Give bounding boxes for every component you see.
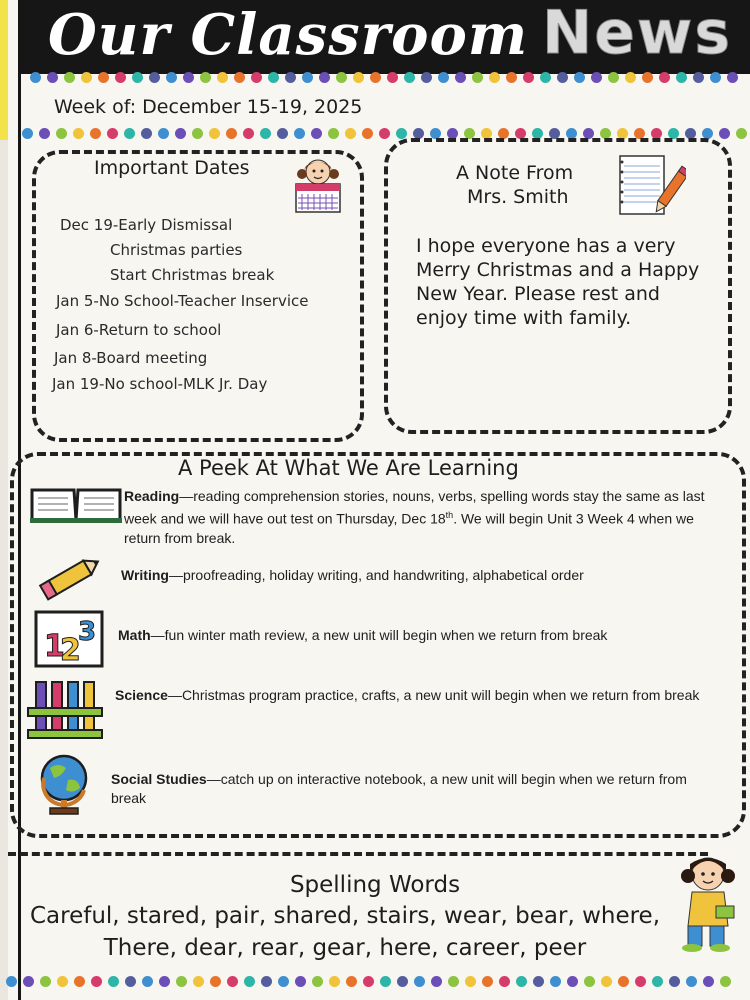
writing-text: proofreading, holiday writing, and handwriting, alphabetical order bbox=[182, 567, 584, 583]
globe-icon bbox=[36, 750, 92, 822]
decorative-dot bbox=[260, 128, 271, 139]
decorative-dot bbox=[404, 72, 415, 83]
reading-label: Reading bbox=[124, 488, 180, 504]
decorative-dot bbox=[584, 976, 595, 987]
decorative-dot bbox=[506, 72, 517, 83]
decorative-dot bbox=[557, 72, 568, 83]
decorative-dot bbox=[720, 976, 731, 987]
math-text: fun winter math review, a new unit will begin when we return from break bbox=[164, 627, 608, 643]
decorative-dot bbox=[387, 72, 398, 83]
social-studies-label: Social Studies bbox=[111, 771, 207, 787]
decorative-dot bbox=[489, 72, 500, 83]
learning-title: A Peek At What We Are Learning bbox=[178, 456, 519, 480]
decorative-dot bbox=[158, 128, 169, 139]
date-line-2: Christmas parties bbox=[110, 241, 243, 259]
decorative-dot bbox=[703, 976, 714, 987]
notepad-pencil-icon bbox=[614, 152, 686, 224]
decorative-dot bbox=[431, 976, 442, 987]
decorative-dot bbox=[686, 976, 697, 987]
decorative-dot bbox=[652, 976, 663, 987]
reading-text-b: . We will begin Unit 3 Week 4 when we return from break. bbox=[124, 510, 694, 546]
girl-with-calendar-icon bbox=[286, 156, 350, 218]
decorative-dot bbox=[472, 72, 483, 83]
science-label: Science bbox=[115, 687, 168, 703]
reading-sup: th bbox=[445, 510, 454, 520]
decorative-dot bbox=[192, 128, 203, 139]
reading-text-a: reading comprehension stories, nouns, verbs, spelling words stay the same as last week and we will have out test on Thursday, Dec 18 bbox=[124, 488, 705, 527]
open-book-icon bbox=[28, 484, 124, 528]
decorative-dot bbox=[166, 72, 177, 83]
decorative-dot bbox=[379, 128, 390, 139]
svg-text:2: 2 bbox=[60, 633, 81, 668]
header-banner bbox=[18, 0, 750, 74]
decorative-dot bbox=[294, 128, 305, 139]
decorative-dot bbox=[523, 72, 534, 83]
reading-item: Reading—reading comprehension stories, nouns, verbs, spelling words stay the same as last week and we will have out test on Thursday, Dec 18th. We will begin Unit 3 Week 4 when we return from break. bbox=[124, 488, 705, 546]
decorative-dot bbox=[669, 976, 680, 987]
decorative-dot bbox=[465, 976, 476, 987]
decorative-dot bbox=[261, 976, 272, 987]
decorative-dot bbox=[124, 128, 135, 139]
decorative-dot bbox=[40, 976, 51, 987]
decorative-dot bbox=[676, 72, 687, 83]
week-of-label: Week of: December 15-19, 2025 bbox=[54, 96, 363, 118]
decorative-dot bbox=[209, 128, 220, 139]
decorative-dot bbox=[438, 72, 449, 83]
decorative-dot bbox=[217, 72, 228, 83]
decorative-dot bbox=[141, 128, 152, 139]
date-line-6: Jan 8-Board meeting bbox=[54, 349, 208, 367]
decorative-dot bbox=[550, 976, 561, 987]
svg-text:1: 1 bbox=[44, 629, 65, 664]
decorative-dot bbox=[251, 72, 262, 83]
decorative-dot bbox=[57, 976, 68, 987]
decorative-dot bbox=[234, 72, 245, 83]
decorative-dot bbox=[39, 128, 50, 139]
social-studies-item: Social Studies—catch up on interactive notebook, a new unit will begin when we return from break bbox=[111, 771, 687, 806]
decorative-dot bbox=[22, 128, 33, 139]
decorative-dot bbox=[47, 72, 58, 83]
decorative-dot bbox=[115, 72, 126, 83]
date-line-4: Jan 5-No School-Teacher Inservice bbox=[56, 292, 309, 310]
decorative-dot bbox=[125, 976, 136, 987]
writing-label: Writing bbox=[121, 567, 169, 583]
math-label: Math bbox=[118, 627, 151, 643]
svg-text:3: 3 bbox=[78, 617, 97, 647]
decorative-dot bbox=[363, 976, 374, 987]
spelling-words-line-1: Careful, stared, pair, shared, stairs, wear, bear, where, bbox=[29, 903, 661, 929]
pencil-icon bbox=[38, 552, 104, 606]
note-title-line-2: Mrs. Smith bbox=[467, 186, 569, 208]
decorative-dot bbox=[226, 128, 237, 139]
decorative-dot bbox=[329, 976, 340, 987]
decorative-dot bbox=[455, 72, 466, 83]
decorative-dot bbox=[533, 976, 544, 987]
decorative-dot bbox=[30, 72, 41, 83]
decorative-dot bbox=[659, 72, 670, 83]
decorative-dot bbox=[91, 976, 102, 987]
decorative-dot bbox=[295, 976, 306, 987]
decorative-dot bbox=[336, 72, 347, 83]
decorative-dot bbox=[176, 976, 187, 987]
decorative-dot bbox=[311, 128, 322, 139]
decorative-dot bbox=[516, 976, 527, 987]
decorative-dot bbox=[149, 72, 160, 83]
decorative-dot bbox=[244, 976, 255, 987]
decorative-dot bbox=[346, 976, 357, 987]
test-tubes-icon bbox=[26, 678, 104, 748]
decorative-dot bbox=[448, 976, 459, 987]
decorative-dot bbox=[200, 72, 211, 83]
decorative-dot bbox=[142, 976, 153, 987]
decorative-dot bbox=[727, 72, 738, 83]
decorative-dot bbox=[183, 72, 194, 83]
decorative-dot bbox=[353, 72, 364, 83]
banner-title-script: Our Classroom bbox=[48, 2, 529, 68]
decorative-dot bbox=[397, 976, 408, 987]
banner-title-news: News bbox=[542, 0, 733, 68]
girl-reading-icon bbox=[676, 850, 748, 958]
decorative-dot bbox=[6, 976, 17, 987]
decorative-dot bbox=[719, 128, 730, 139]
spelling-divider bbox=[8, 852, 708, 856]
decorative-dot bbox=[132, 72, 143, 83]
decorative-dot bbox=[574, 72, 585, 83]
decorative-dot bbox=[73, 128, 84, 139]
decorative-dot bbox=[396, 128, 407, 139]
important-dates-title: Important Dates bbox=[94, 157, 250, 179]
decorative-dot bbox=[328, 128, 339, 139]
decorative-dot bbox=[193, 976, 204, 987]
decorative-dot bbox=[618, 976, 629, 987]
decorative-dot bbox=[285, 72, 296, 83]
decorative-dot bbox=[90, 128, 101, 139]
science-item: Science—Christmas program practice, crafts, a new unit will begin when we return from break bbox=[115, 687, 700, 703]
math-item: Math—fun winter math review, a new unit will begin when we return from break bbox=[118, 627, 608, 643]
date-line-3: Start Christmas break bbox=[110, 266, 275, 284]
spelling-words-line-2: There, dear, rear, gear, here, career, peer bbox=[103, 935, 587, 961]
decorative-dot bbox=[302, 72, 313, 83]
decorative-dot bbox=[421, 72, 432, 83]
decorative-dot bbox=[362, 128, 373, 139]
date-line-5: Jan 6-Return to school bbox=[56, 321, 222, 339]
math-123-icon bbox=[34, 610, 106, 674]
decorative-dot bbox=[210, 976, 221, 987]
note-body-text: I hope everyone has a very Merry Christmas and a Happy New Year. Please rest and enjoy time with family. bbox=[416, 235, 700, 329]
decorative-dot bbox=[312, 976, 323, 987]
decorative-dot bbox=[482, 976, 493, 987]
decorative-dot bbox=[278, 976, 289, 987]
decorative-dot bbox=[591, 72, 602, 83]
decorative-dot bbox=[710, 72, 721, 83]
decorative-dot bbox=[567, 976, 578, 987]
decorative-dot bbox=[108, 976, 119, 987]
decorative-dot bbox=[243, 128, 254, 139]
decorative-dot bbox=[56, 128, 67, 139]
decorative-dot bbox=[345, 128, 356, 139]
social-studies-text: catch up on interactive notebook, a new unit will begin when we return from break bbox=[111, 771, 687, 806]
decorative-dot bbox=[736, 128, 747, 139]
dot-border-top bbox=[30, 72, 738, 83]
decorative-dot bbox=[64, 72, 75, 83]
decorative-dot bbox=[268, 72, 279, 83]
decorative-dot bbox=[540, 72, 551, 83]
dot-border-bottom bbox=[6, 976, 731, 987]
writing-item: Writing—proofreading, holiday writing, and handwriting, alphabetical order bbox=[121, 567, 584, 583]
decorative-dot bbox=[625, 72, 636, 83]
decorative-dot bbox=[98, 72, 109, 83]
decorative-dot bbox=[175, 128, 186, 139]
decorative-dot bbox=[319, 72, 330, 83]
decorative-dot bbox=[693, 72, 704, 83]
decorative-dot bbox=[81, 72, 92, 83]
decorative-dot bbox=[499, 976, 510, 987]
decorative-dot bbox=[74, 976, 85, 987]
decorative-dot bbox=[107, 128, 118, 139]
decorative-dot bbox=[227, 976, 238, 987]
decorative-dot bbox=[277, 128, 288, 139]
decorative-dot bbox=[635, 976, 646, 987]
note-title-line-1: A Note From bbox=[456, 162, 574, 184]
decorative-dot bbox=[608, 72, 619, 83]
decorative-dot bbox=[642, 72, 653, 83]
science-text: Christmas program practice, crafts, a new unit will begin when we return from break bbox=[181, 687, 700, 703]
decorative-dot bbox=[414, 976, 425, 987]
date-line-1: Dec 19-Early Dismissal bbox=[60, 216, 233, 234]
decorative-dot bbox=[370, 72, 381, 83]
decorative-dot bbox=[159, 976, 170, 987]
decorative-dot bbox=[380, 976, 391, 987]
date-line-7: Jan 19-No school-MLK Jr. Day bbox=[52, 375, 268, 393]
decorative-dot bbox=[23, 976, 34, 987]
spelling-title: Spelling Words bbox=[289, 872, 461, 898]
decorative-dot bbox=[601, 976, 612, 987]
